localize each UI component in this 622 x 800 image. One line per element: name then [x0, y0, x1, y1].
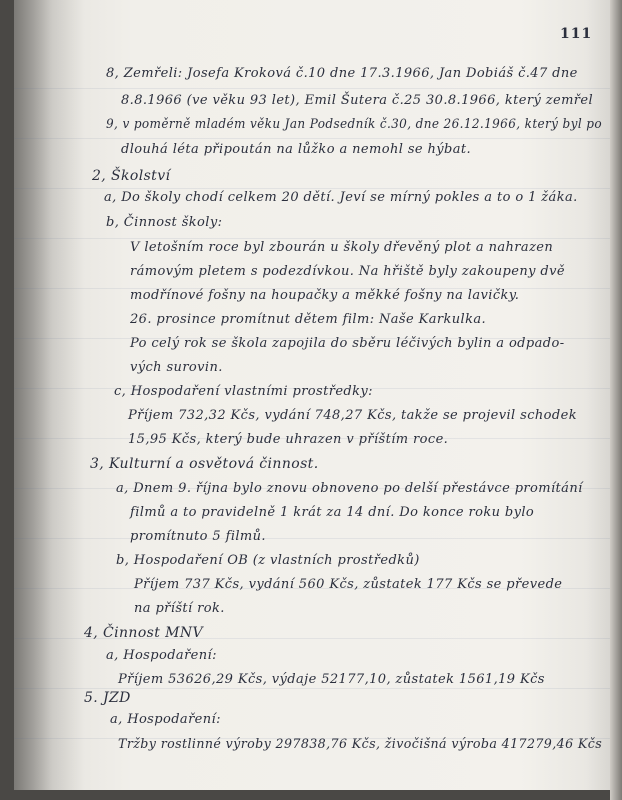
text-line: rámovým pletem s podezdívkou. Na hřiště byly zakoupeny dvě [130, 264, 565, 279]
text-line: Po celý rok se škola zapojila do sběru léčivých bylin a odpado- [130, 336, 565, 351]
section-heading: 3, Kulturní a osvětová činnost. [90, 456, 319, 472]
text-line: Příjem 732,32 Kčs, vydání 748,27 Kčs, takže se projevil schodek [128, 408, 577, 423]
ruled-line [14, 188, 610, 189]
text-line: b, Hospodaření OB (z vlastních prostředků) [116, 553, 420, 568]
ruled-line [14, 88, 610, 89]
text-line: 26. prosince promítnut dětem film: Naše Karkulka. [130, 312, 487, 327]
section-heading: 4, Činnost MNV [84, 625, 204, 641]
text-line: Příjem 53626,29 Kčs, výdaje 52177,10, zůstatek 1561,19 Kčs [118, 672, 545, 687]
text-line: a, Do školy chodí celkem 20 dětí. Jeví se mírný pokles a to o 1 žáka. [104, 190, 578, 205]
text-line: modřínové fošny na houpačky a měkké fošny na lavičky. [130, 288, 520, 303]
section-heading: 5. JZD [84, 690, 131, 706]
text-line: Tržby rostlinné výroby 297838,76 Kčs, živočišná výroba 417279,46 Kčs [118, 737, 603, 752]
text-line: dlouhá léta připoután na lůžko a nemohl se hýbat. [121, 142, 472, 157]
text-line: 8.8.1966 (ve věku 93 let), Emil Šutera č.25 30.8.1966, který zemřel [121, 93, 594, 108]
ruled-line [14, 688, 610, 689]
text-line: Příjem 737 Kčs, vydání 560 Kčs, zůstatek 177 Kčs se převede [134, 577, 563, 592]
page-number: 111 [560, 26, 593, 42]
ruled-line [14, 138, 610, 139]
text-line: vých surovin. [130, 360, 223, 375]
text-line: 9, v poměrně mladém věku Jan Podsedník č.30, dne 26.12.1966, který byl po [106, 117, 602, 132]
text-line: a, Hospodaření: [106, 648, 217, 663]
text-line: c, Hospodaření vlastními prostředky: [114, 384, 373, 399]
ruled-line [14, 238, 610, 239]
text-line: 8, Zemřeli: Josefa Kroková č.10 dne 17.3.1966, Jan Dobiáš č.47 dne [106, 66, 578, 81]
ruled-line [14, 538, 610, 539]
text-line: a, Dnem 9. října bylo znovu obnoveno po delší přestávce promítání [116, 481, 583, 496]
text-line: na příští rok. [134, 601, 225, 616]
page-edge-shadow [610, 0, 622, 800]
text-line: promítnuto 5 filmů. [130, 529, 266, 544]
text-line: 15,95 Kčs, který bude uhrazen v příštím roce. [128, 432, 449, 447]
notebook-page [14, 0, 610, 790]
text-line: a, Hospodaření: [110, 712, 221, 727]
text-line: b, Činnost školy: [106, 215, 223, 230]
section-heading: 2, Školství [92, 168, 171, 184]
text-line: V letošním roce byl zbourán u školy dřevěný plot a nahrazen [130, 240, 554, 255]
text-line: filmů a to pravidelně 1 krát za 14 dní. Do konce roku bylo [130, 505, 535, 520]
